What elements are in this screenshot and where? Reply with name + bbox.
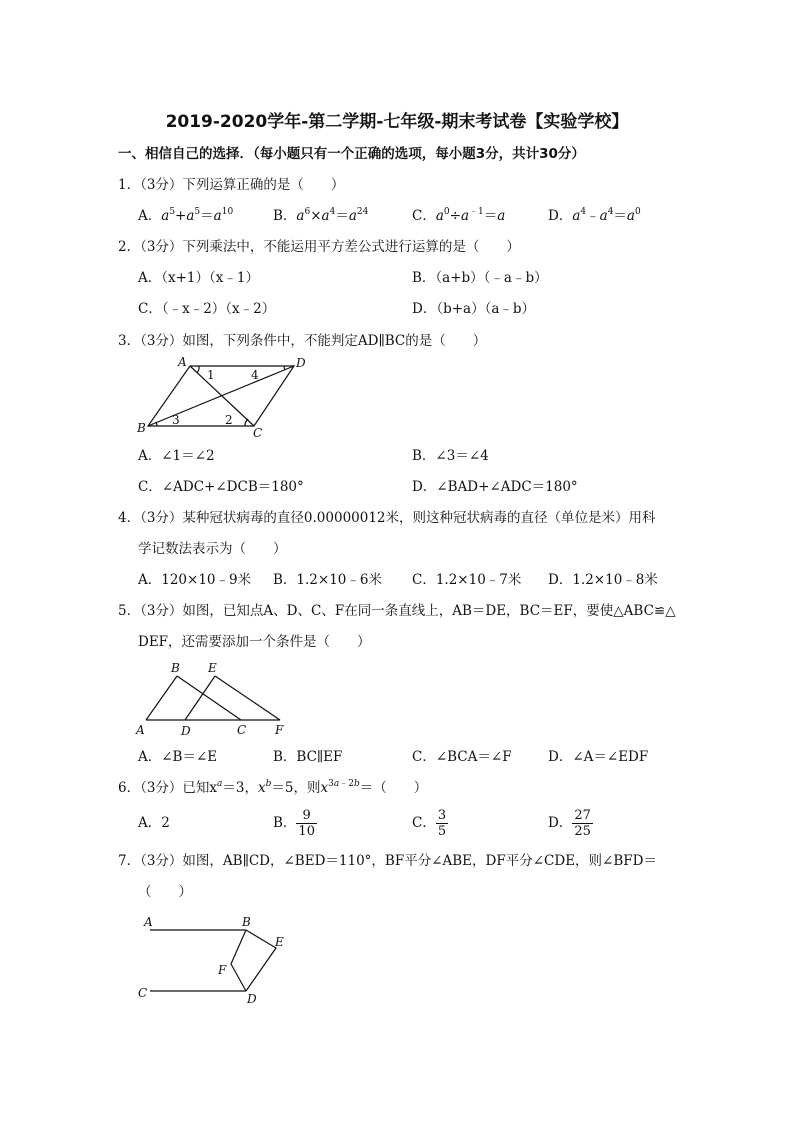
q2-option-c: C．（﹣x﹣2）（x﹣2） [138, 301, 276, 317]
q3-label-a: A [178, 355, 187, 369]
q3-angle-mark-4 [284, 366, 285, 370]
q3-label-angle-2: 2 [225, 413, 233, 427]
q7-label-e: E [275, 935, 284, 949]
q7-path-b-f-d [231, 930, 246, 991]
q5-label-c: C [237, 723, 247, 737]
q6-option-b: B． $\frac{9}{10}$ [273, 808, 315, 839]
question-5-stem-line-1: 5．（3分）如图，已知点A、D、C、F在同一条直线上，AB＝DE，BC＝EF，要使△ABC≌△ [118, 603, 676, 619]
q5-side-de [185, 676, 215, 720]
question-6-stem: 6．（3分）已知$x^a=3$，$x^b=5$，则$x^{3a﹣2b}=$（ ） [118, 778, 428, 796]
q3-angle-mark-2 [245, 419, 248, 426]
q3-angle-mark-1 [197, 366, 199, 373]
q3-option-c: C．∠ADC+∠DCB＝180° [138, 479, 304, 495]
q7-label-d: D [247, 992, 257, 1006]
q5-option-d: D．∠A＝∠EDF [548, 749, 649, 765]
q6-option-a: A．2 [138, 815, 170, 831]
q5-label-d: D [181, 724, 191, 738]
q5-side-ab [146, 676, 177, 720]
q3-angle-mark-3 [156, 422, 157, 426]
q5-label-f: F [275, 723, 284, 737]
q6-b-denominator: 10 [298, 824, 315, 839]
q7-path-b-e-d [246, 930, 276, 991]
q6-b-numerator: 9 [296, 808, 317, 824]
q3-label-angle-3: 3 [172, 413, 180, 427]
q6-option-d: D． $\frac{27}{25}$ [548, 808, 591, 839]
question-1-stem: 1．（3分）下列运算正确的是（ ） [118, 177, 345, 193]
q7-label-c: C [138, 986, 148, 1000]
q1-option-d: D．$a^4﹣a^4=a^0$ [548, 206, 641, 224]
q4-option-a: A．120×10﹣9米 [138, 572, 252, 588]
q6-c-numerator: 3 [437, 808, 447, 823]
q3-option-b: B．∠3＝∠4 [412, 448, 489, 464]
q7-label-f: F [218, 963, 227, 977]
q5-option-a: A．∠B＝∠E [138, 749, 218, 765]
question-4-stem-line-1: 4．（3分）某种冠状病毒的直径0.00000012米，则这种冠状病毒的直径（单位是米）用科 [118, 510, 656, 526]
q3-label-angle-1: 1 [207, 368, 215, 382]
q6-option-c: C． $\frac{3}{5}$ [412, 808, 447, 839]
q2-option-d: D．（b+a）（a﹣b） [412, 301, 536, 317]
q2-option-a: A．（x+1）（x﹣1） [138, 270, 259, 286]
q4-option-c: C．1.2×10﹣7米 [412, 572, 522, 588]
q1-option-c: C．$a^0\div a^{﹣1}=a$ [412, 206, 506, 224]
q5-label-e: E [208, 661, 217, 675]
q6-d-denominator: 25 [574, 824, 591, 839]
q3-diagonal-bd [148, 366, 294, 426]
q5-side-bc [177, 676, 241, 720]
q3-label-d: D [296, 356, 306, 370]
page-title: 2019-2020学年-第二学期-七年级-期末考试卷【实验学校】 [165, 112, 629, 132]
q4-option-b: B．1.2×10﹣6米 [273, 572, 382, 588]
question-3-stem: 3．（3分）如图，下列条件中，不能判定AD∥BC的是（ ） [118, 333, 487, 349]
question-4-stem-line-2: 学记数法表示为（ ） [138, 541, 287, 557]
q5-option-b: B．BC∥EF [273, 749, 343, 765]
q3-parallelogram-figure [130, 352, 320, 442]
section-heading: 一、相信自己的选择．（每小题只有一个正确的选项，每小题3分，共计30分） [118, 146, 585, 162]
q5-label-b: B [171, 661, 180, 675]
q5-side-ef [215, 676, 280, 720]
q3-label-angle-4: 4 [251, 368, 259, 382]
q7-label-a: A [144, 915, 153, 929]
q2-option-b: B．（a+b）（﹣a﹣b） [412, 270, 548, 286]
question-2-stem: 2．（3分）下列乘法中，不能运用平方差公式进行运算的是（ ） [118, 239, 520, 255]
q7-label-b: B [242, 915, 251, 929]
q3-option-a: A．∠1＝∠2 [138, 448, 215, 464]
question-7-stem-line-1: 7．（3分）如图，AB∥CD，∠BED＝110°，BF平分∠ABE，DF平分∠CDE，则∠BFD＝ [118, 853, 657, 869]
q5-label-a: A [136, 723, 145, 737]
q7-parallel-lines-figure [130, 912, 300, 1007]
q6-d-numerator: 27 [574, 808, 591, 823]
question-7-stem-line-2: （ ） [138, 884, 192, 900]
q3-label-b: B [137, 421, 146, 435]
q1-option-b: B．$a^6\times a^4=a^{24}$ [273, 206, 369, 224]
q1-option-a: A．$a^5+a^5=a^{10}$ [138, 206, 234, 224]
q6-c-denominator: 5 [437, 824, 447, 839]
q4-option-d: D．1.2×10﹣8米 [548, 572, 658, 588]
q5-triangles-figure [130, 658, 300, 740]
question-5-stem-line-2: DEF，还需要添加一个条件是（ ） [138, 634, 371, 650]
q5-option-c: C．∠BCA＝∠F [412, 749, 512, 765]
q3-option-d: D．∠BAD+∠ADC＝180° [412, 479, 578, 495]
q3-label-c: C [253, 426, 263, 440]
